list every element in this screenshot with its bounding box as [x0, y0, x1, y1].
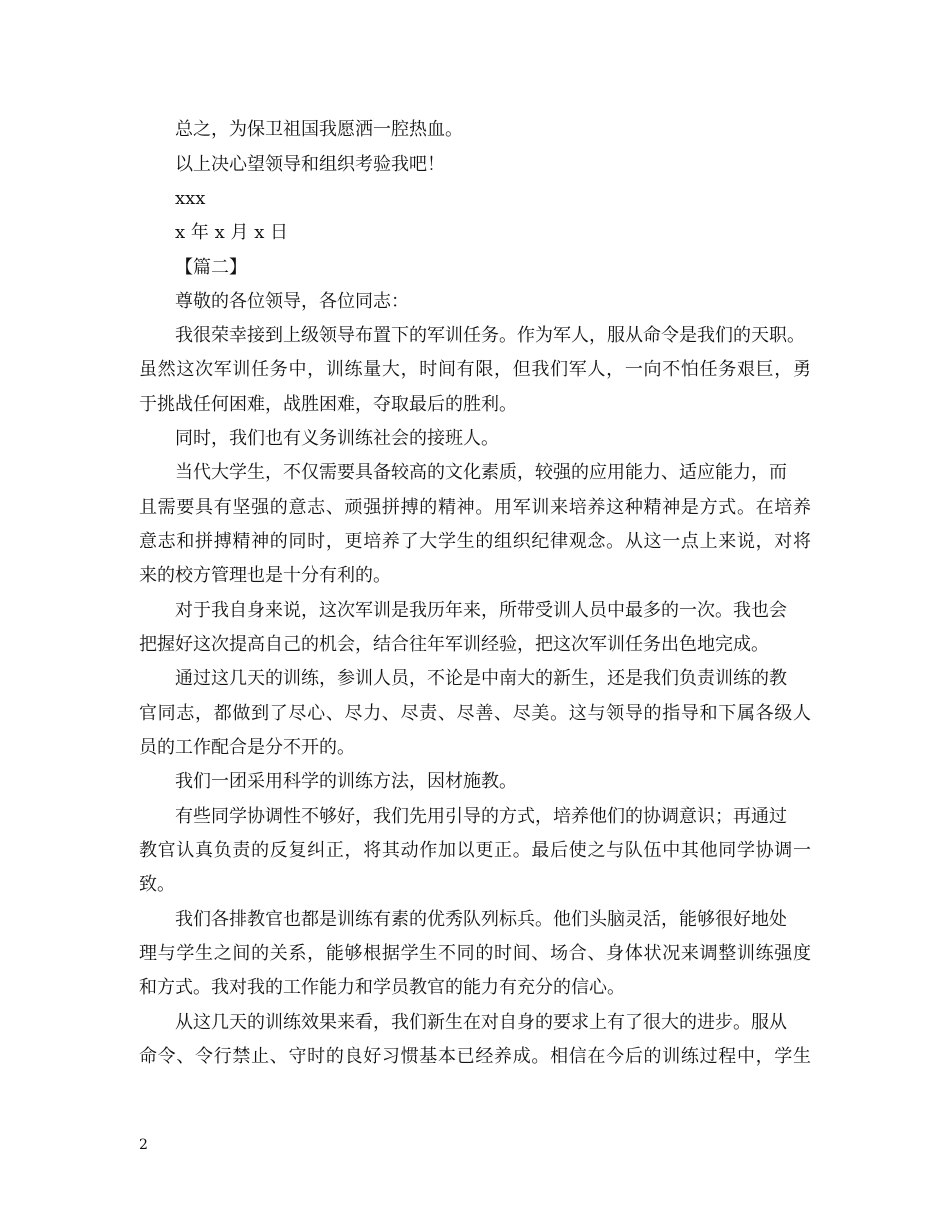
paragraph-line: 我很荣幸接到上级领导布置下的军训任务。作为军人，服从命令是我们的天职。	[175, 325, 805, 346]
paragraph-line: 命令、令行禁止、守时的良好习惯基本已经养成。相信在今后的训练过程中，学生	[139, 1046, 811, 1067]
paragraph-line: 于挑战任何困难，战胜困难，夺取最后的胜利。	[139, 394, 517, 415]
paragraph-line: 理与学生之间的关系，能够根据学生不同的时间、场合、身体状况来调整训练强度	[139, 943, 811, 964]
paragraph-line: 对于我自身来说，这次军训是我历年来，所带受训人员中最多的一次。我也会	[175, 600, 787, 621]
signature-name: xxx	[175, 188, 206, 209]
paragraph-line: 把握好这次提高自己的机会，结合往年军训经验，把这次军训任务出色地完成。	[139, 634, 769, 655]
section-heading: 【篇二】	[175, 257, 247, 278]
salutation: 尊敬的各位领导，各位同志：	[175, 291, 409, 312]
signature-date: x 年 x 月 x 日	[175, 222, 289, 243]
paragraph-line: 意志和拼搏精神的同时，更培养了大学生的组织纪律观念。从这一点上来说，对将	[139, 531, 811, 552]
paragraph-line: 从这几天的训练效果来看，我们新生在对自身的要求上有了很大的进步。服从	[175, 1012, 787, 1033]
paragraph-line: 有些同学协调性不够好，我们先用引导的方式，培养他们的协调意识；再通过	[175, 806, 787, 827]
paragraph-line: 官同志，都做到了尽心、尽力、尽责、尽善、尽美。这与领导的指导和下属各级人	[139, 703, 811, 724]
paragraph-line: 虽然这次军训任务中，训练量大，时间有限，但我们军人，一向不怕任务艰巨，勇	[139, 359, 811, 380]
paragraph-line: 我们一团采用科学的训练方法，因材施教。	[175, 771, 517, 792]
paragraph-line: 和方式。我对我的工作能力和学员教官的能力有充分的信心。	[139, 977, 625, 998]
paragraph-line: 当代大学生，不仅需要具备较高的文化素质，较强的应用能力、适应能力，而	[175, 462, 787, 483]
paragraph-line: 同时，我们也有义务训练社会的接班人。	[175, 428, 499, 449]
page-number: 2	[139, 1137, 148, 1153]
closing-line: 总之，为保卫祖国我愿洒一腔热血。	[175, 119, 463, 140]
paragraph-line: 我们各排教官也都是训练有素的优秀队列标兵。他们头脑灵活，能够很好地处	[175, 909, 787, 930]
paragraph-line: 且需要具有坚强的意志、顽强拼搏的精神。用军训来培养这种精神是方式。在培养	[139, 497, 811, 518]
paragraph-line: 教官认真负责的反复纠正，将其动作加以更正。最后使之与队伍中其他同学协调一	[139, 840, 811, 861]
paragraph-line: 通过这几天的训练，参训人员，不论是中南大的新生，还是我们负责训练的教	[175, 668, 787, 689]
closing-line: 以上决心望领导和组织考验我吧！	[175, 154, 445, 175]
paragraph-line: 员的工作配合是分不开的。	[139, 737, 355, 758]
paragraph-line: 来的校方管理也是十分有利的。	[139, 565, 391, 586]
paragraph-line: 致。	[139, 874, 175, 895]
